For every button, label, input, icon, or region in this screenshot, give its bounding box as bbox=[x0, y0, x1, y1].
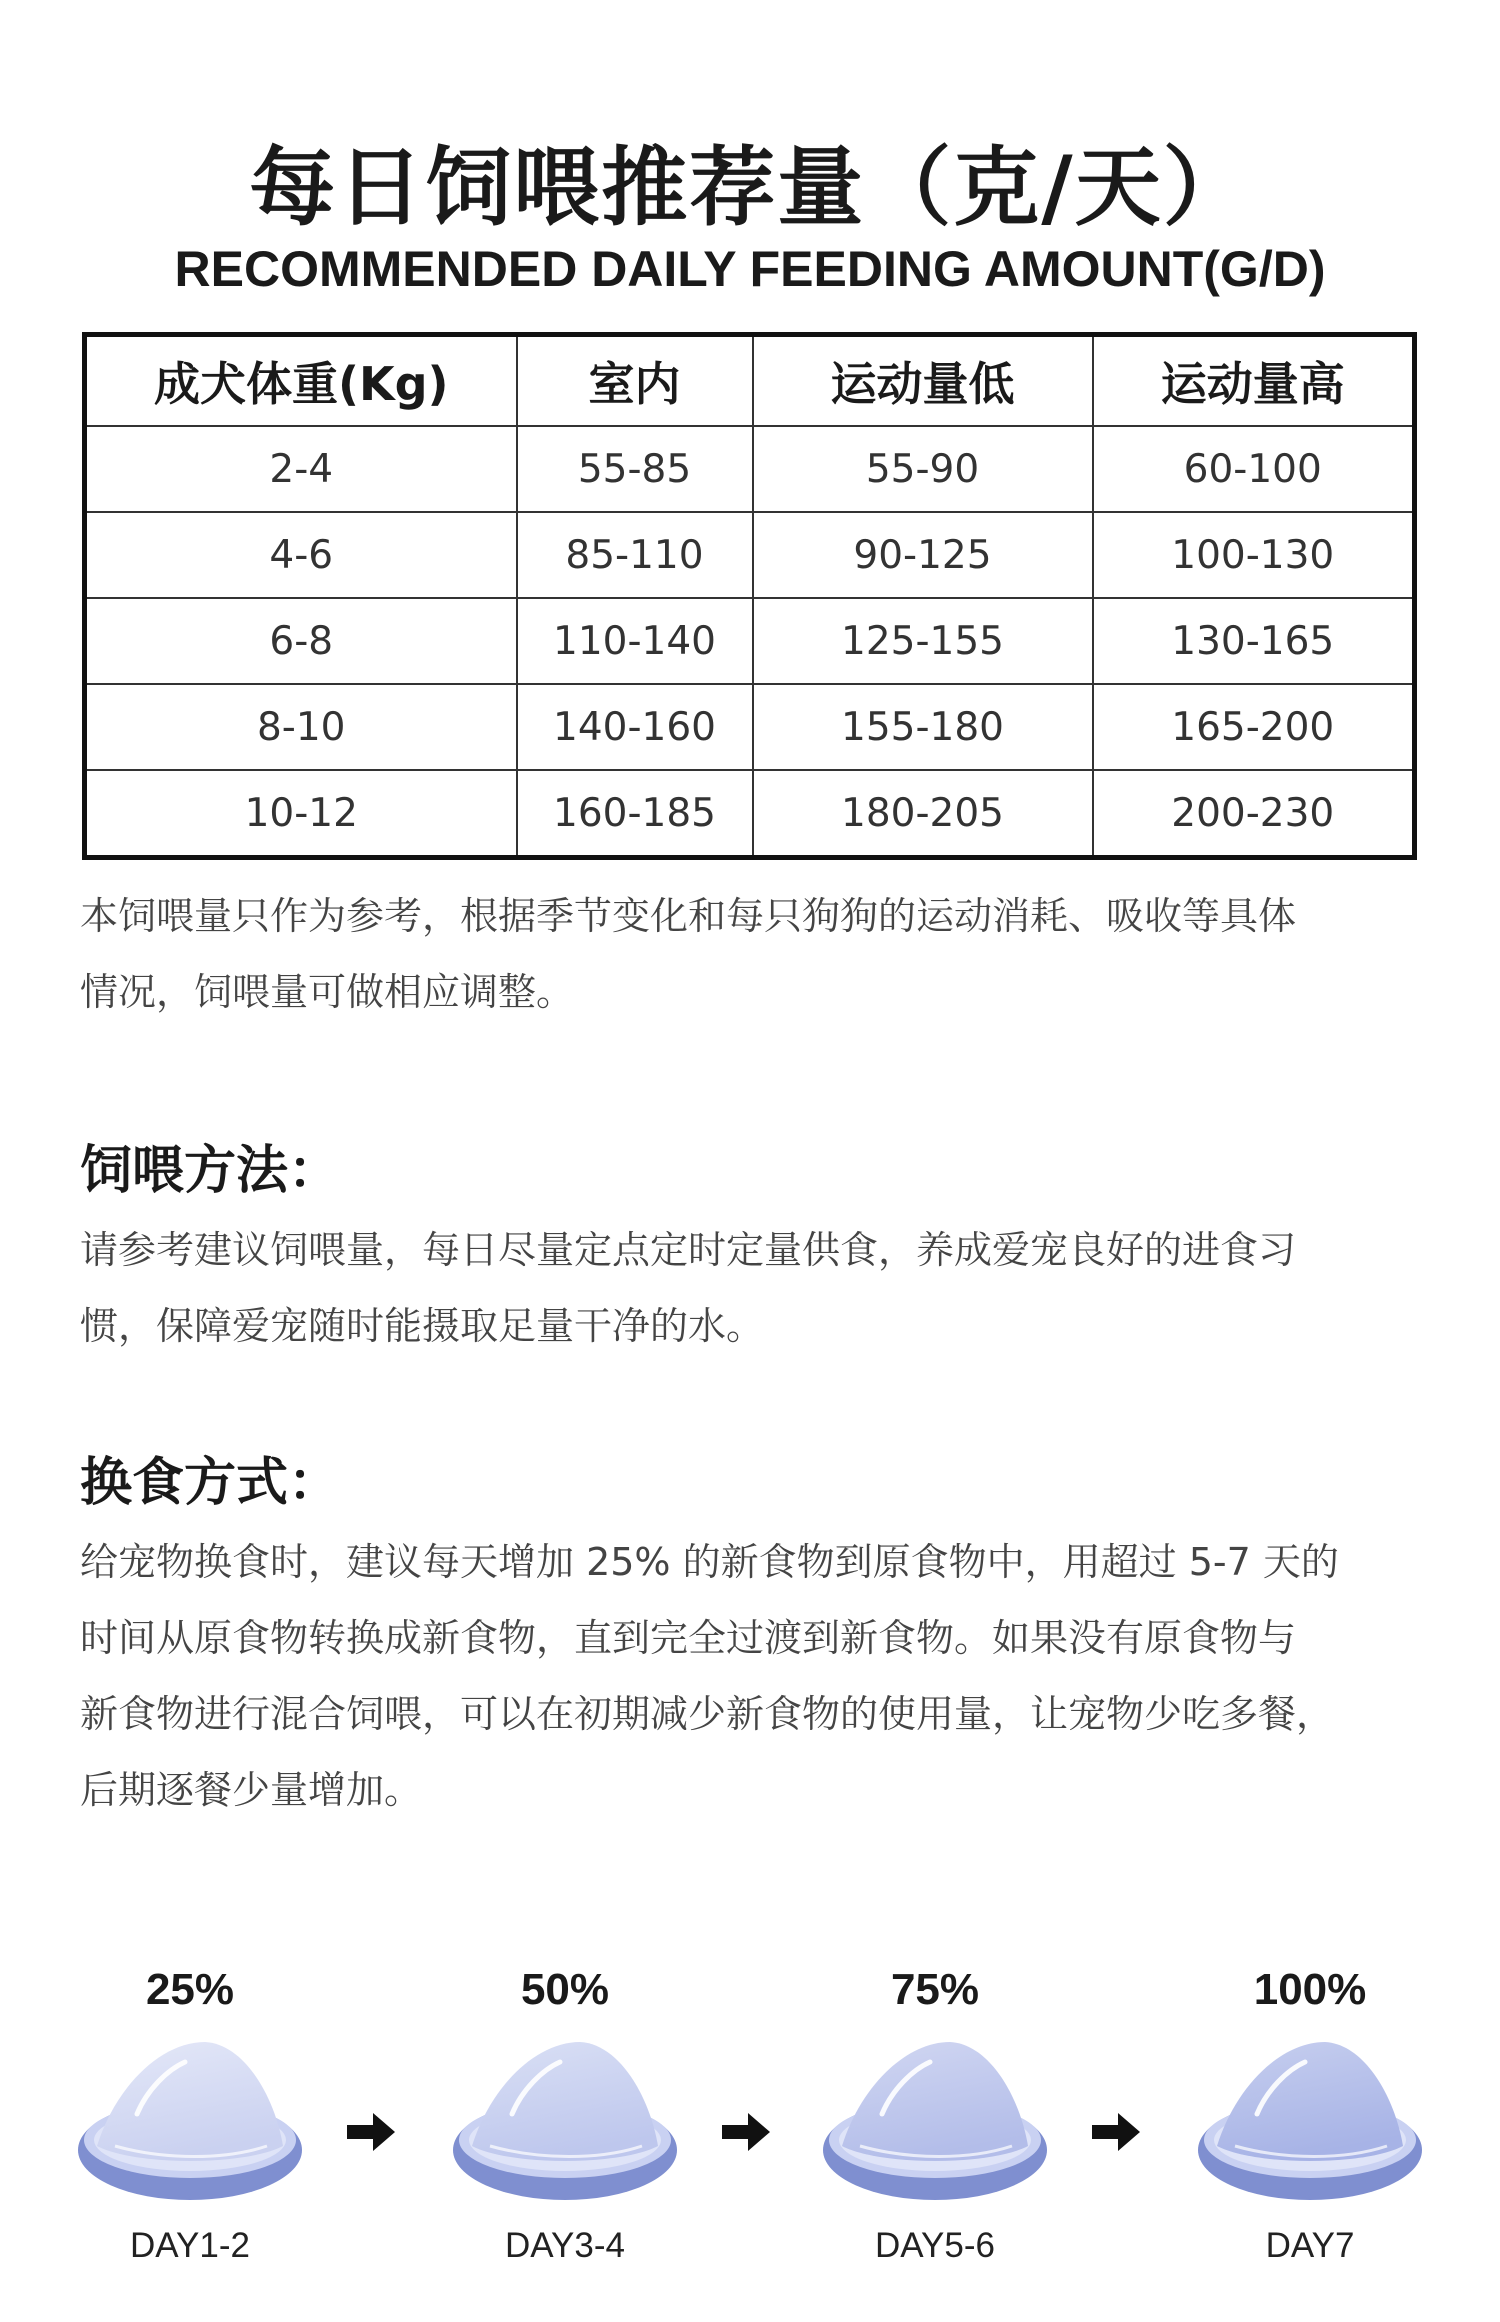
table-cell: 140-160 bbox=[517, 684, 753, 770]
arrow-right-icon bbox=[345, 2110, 397, 2154]
table-cell: 155-180 bbox=[753, 684, 1093, 770]
note-line: 情况，饲喂量可做相应调整。 bbox=[80, 970, 575, 1014]
step-percent: 75% bbox=[890, 1965, 980, 2014]
step-day-label: DAY5-6 bbox=[875, 2226, 995, 2265]
arrow-right-icon bbox=[720, 2110, 772, 2154]
header-indoor: 室内 bbox=[517, 335, 753, 427]
header-high-activity: 运动量高 bbox=[1093, 335, 1415, 427]
method-paragraph bbox=[80, 1212, 1420, 1364]
table-cell: 4-6 bbox=[85, 512, 517, 598]
header-weight: 成犬体重(Kg) bbox=[85, 335, 517, 427]
step-day-label: DAY7 bbox=[1265, 2226, 1355, 2265]
method-line: 惯，保障爱宠随时能摄取足量干净的水。 bbox=[80, 1304, 765, 1348]
table-header-row bbox=[85, 335, 1415, 427]
method-line: 请参考建议饲喂量，每日尽量定点定时定量供食，养成爱宠良好的进食习 bbox=[80, 1228, 1297, 1272]
table-row bbox=[85, 684, 1415, 770]
page-title: 每日饲喂推荐量（克/天） bbox=[249, 138, 1251, 238]
note-paragraph bbox=[80, 878, 1420, 1030]
transition-steps bbox=[0, 1960, 1500, 2300]
note-line: 本饲喂量只作为参考，根据季节变化和每只狗狗的运动消耗、吸收等具体 bbox=[80, 894, 1297, 938]
food-mound bbox=[842, 2042, 1028, 2161]
table-cell: 130-165 bbox=[1093, 598, 1415, 684]
switch-line: 给宠物换食时，建议每天增加 25% 的新食物到原食物中，用超过 5-7 天的 bbox=[80, 1540, 1339, 1584]
table-cell: 6-8 bbox=[85, 598, 517, 684]
table-cell: 8-10 bbox=[85, 684, 517, 770]
switch-paragraph bbox=[80, 1524, 1420, 1828]
table-cell: 110-140 bbox=[517, 598, 753, 684]
table-row bbox=[85, 598, 1415, 684]
table-cell: 165-200 bbox=[1093, 684, 1415, 770]
step-day-label: DAY1-2 bbox=[130, 2226, 250, 2265]
switch-line: 新食物进行混合饲喂，可以在初期减少新食物的使用量，让宠物少吃多餐， bbox=[80, 1692, 1335, 1736]
table-cell: 125-155 bbox=[753, 598, 1093, 684]
table-cell: 160-185 bbox=[517, 770, 753, 858]
header-low-activity: 运动量低 bbox=[753, 335, 1093, 427]
food-bowl-icon bbox=[75, 2028, 305, 2208]
page-subtitle: RECOMMENDED DAILY FEEDING AMOUNT(G/D) bbox=[174, 241, 1326, 297]
switch-line: 时间从原食物转换成新食物，直到完全过渡到新食物。如果没有原食物与 bbox=[80, 1616, 1297, 1660]
switch-heading: 换食方式： bbox=[80, 1453, 341, 1513]
step-day-7 bbox=[1190, 1960, 1430, 2268]
step-day-3-4 bbox=[445, 1960, 685, 2268]
table-row bbox=[85, 512, 1415, 598]
switch-line: 后期逐餐少量增加。 bbox=[80, 1768, 423, 1812]
step-day-1-2 bbox=[70, 1960, 310, 2268]
arrow-right-icon bbox=[1090, 2110, 1142, 2154]
table-row bbox=[85, 770, 1415, 858]
step-percent: 25% bbox=[145, 1965, 235, 2014]
step-percent: 50% bbox=[520, 1965, 610, 2014]
table-row bbox=[85, 426, 1415, 512]
food-mound bbox=[97, 2042, 283, 2161]
step-day-label: DAY3-4 bbox=[505, 2226, 625, 2265]
food-bowl-icon bbox=[450, 2028, 680, 2208]
table-cell: 85-110 bbox=[517, 512, 753, 598]
table-cell: 60-100 bbox=[1093, 426, 1415, 512]
method-heading: 饲喂方法： bbox=[80, 1141, 341, 1201]
table-cell: 180-205 bbox=[753, 770, 1093, 858]
feeding-table bbox=[82, 332, 1417, 860]
step-day-5-6 bbox=[815, 1960, 1055, 2268]
table-cell: 55-90 bbox=[753, 426, 1093, 512]
table-cell: 90-125 bbox=[753, 512, 1093, 598]
table-cell: 10-12 bbox=[85, 770, 517, 858]
food-bowl-icon bbox=[1195, 2028, 1425, 2208]
table-cell: 100-130 bbox=[1093, 512, 1415, 598]
food-bowl-icon bbox=[820, 2028, 1050, 2208]
table-cell: 2-4 bbox=[85, 426, 517, 512]
step-percent: 100% bbox=[1253, 1965, 1367, 2014]
food-mound bbox=[472, 2042, 658, 2161]
food-mound bbox=[1217, 2042, 1403, 2161]
table-cell: 200-230 bbox=[1093, 770, 1415, 858]
table-cell: 55-85 bbox=[517, 426, 753, 512]
